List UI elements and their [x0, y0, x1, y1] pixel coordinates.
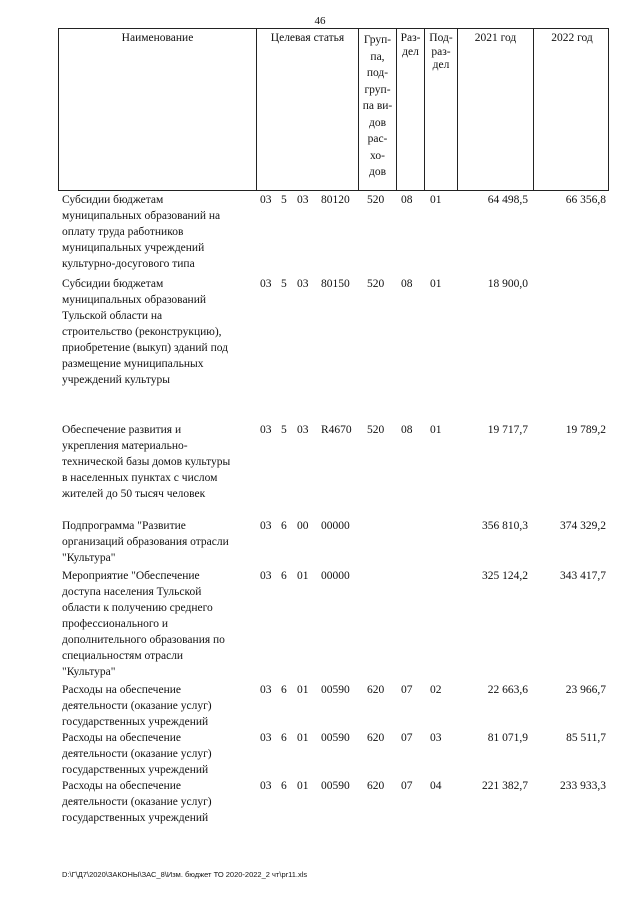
subsection-code: 03 [430, 732, 442, 744]
section-code: 08 [401, 194, 413, 206]
code-1: 03 [260, 684, 272, 696]
section-code: 07 [401, 780, 413, 792]
value-2021: 22 663,6 [487, 684, 528, 696]
code-4: 00000 [321, 570, 350, 582]
code-1: 03 [260, 780, 272, 792]
code-2: 6 [281, 732, 287, 744]
code-1: 03 [260, 732, 272, 744]
code-4: R4670 [321, 424, 352, 436]
subsection-code: 01 [430, 194, 442, 206]
code-4: 00590 [321, 684, 350, 696]
group-code: 520 [367, 278, 385, 290]
table-header [58, 28, 609, 191]
code-2: 5 [281, 194, 287, 206]
subsection-code: 01 [430, 424, 442, 436]
code-4: 80120 [321, 194, 350, 206]
value-2022: 343 417,7 [560, 570, 606, 582]
code-1: 03 [260, 520, 272, 532]
value-2022: 66 356,8 [565, 194, 606, 206]
code-3: 01 [297, 570, 309, 582]
code-3: 00 [297, 520, 309, 532]
header-2021: 2021 год [458, 29, 534, 190]
code-1: 03 [260, 570, 272, 582]
section-code: 07 [401, 732, 413, 744]
code-2: 6 [281, 684, 287, 696]
code-4: 00590 [321, 780, 350, 792]
group-code: 620 [367, 780, 385, 792]
row-name: Подпрограмма "Развитие организаций образования отрасли "Культура" [62, 520, 229, 564]
code-2: 6 [281, 520, 287, 532]
header-2022: 2022 год [551, 32, 593, 44]
row-name: Расходы на обеспечение деятельности (оказание услуг) государственных учреждений [62, 780, 212, 824]
subsection-code: 01 [430, 278, 442, 290]
row-name: Мероприятие "Обеспечение доступа населения Тульской области к получению среднего профессионального и дополнительного образования по специальностям отрасли "Культура" [62, 570, 225, 678]
code-2: 5 [281, 278, 287, 290]
code-3: 01 [297, 732, 309, 744]
header-subsection: Под- раз- дел [425, 29, 458, 190]
value-2022: 23 966,7 [565, 684, 606, 696]
value-2022: 374 329,2 [560, 520, 606, 532]
code-3: 03 [297, 278, 309, 290]
value-2022: 233 933,3 [560, 780, 606, 792]
value-2021: 64 498,5 [487, 194, 528, 206]
row-name: Обеспечение развития и укрепления материально- технической базы домов культуры в населенных пунктах с числом жителей до 50 тысяч человек [62, 424, 231, 500]
code-4: 80150 [321, 278, 350, 290]
subsection-code: 04 [430, 780, 442, 792]
code-4: 00000 [321, 520, 350, 532]
code-1: 03 [260, 194, 272, 206]
value-2021: 81 071,9 [487, 732, 528, 744]
value-2021: 18 900,0 [487, 278, 528, 290]
section-code: 07 [401, 684, 413, 696]
code-3: 01 [297, 684, 309, 696]
header-group: Груп- па, под- груп- па ви- дов рас- хо- дов [359, 29, 397, 190]
group-code: 620 [367, 684, 385, 696]
value-2021: 19 717,7 [487, 424, 528, 436]
subsection-code: 02 [430, 684, 442, 696]
row-name: Расходы на обеспечение деятельности (оказание услуг) государственных учреждений [62, 684, 212, 728]
row-name: Субсидии бюджетам муниципальных образований Тульской области на строительство (реконструкцию), приобретение (выкуп) зданий под размещение муниципальных учреждений культуры [62, 278, 229, 386]
value-2021: 325 124,2 [482, 570, 528, 582]
value-2022: 85 511,7 [566, 732, 606, 744]
page-number: 46 [314, 15, 326, 27]
header-target: Целевая статья [257, 29, 359, 190]
code-2: 6 [281, 780, 287, 792]
group-code: 620 [367, 732, 385, 744]
code-2: 6 [281, 570, 287, 582]
code-2: 5 [281, 424, 287, 436]
code-3: 01 [297, 780, 309, 792]
value-2022: 19 789,2 [565, 424, 606, 436]
code-3: 03 [297, 194, 309, 206]
group-code: 520 [367, 424, 385, 436]
code-1: 03 [260, 424, 272, 436]
group-code: 520 [367, 194, 385, 206]
header-section: Раз- дел [397, 29, 425, 190]
file-path-footer: D:\Г\Д7\2020\ЗАКОНЫ\ЗАС_8\Изм. бюджет ТО 2020-2022_2 чт\pr11.xls [62, 870, 308, 879]
row-name: Субсидии бюджетам муниципальных образований на оплату труда работников муниципальных учреждений культурно-досугового типа [62, 194, 221, 270]
value-2021: 221 382,7 [482, 780, 528, 792]
code-4: 00590 [321, 732, 350, 744]
value-2021: 356 810,3 [482, 520, 528, 532]
section-code: 08 [401, 424, 413, 436]
header-name: Наименование [59, 29, 257, 190]
code-1: 03 [260, 278, 272, 290]
row-name: Расходы на обеспечение деятельности (оказание услуг) государственных учреждений [62, 732, 212, 776]
code-3: 03 [297, 424, 309, 436]
section-code: 08 [401, 278, 413, 290]
